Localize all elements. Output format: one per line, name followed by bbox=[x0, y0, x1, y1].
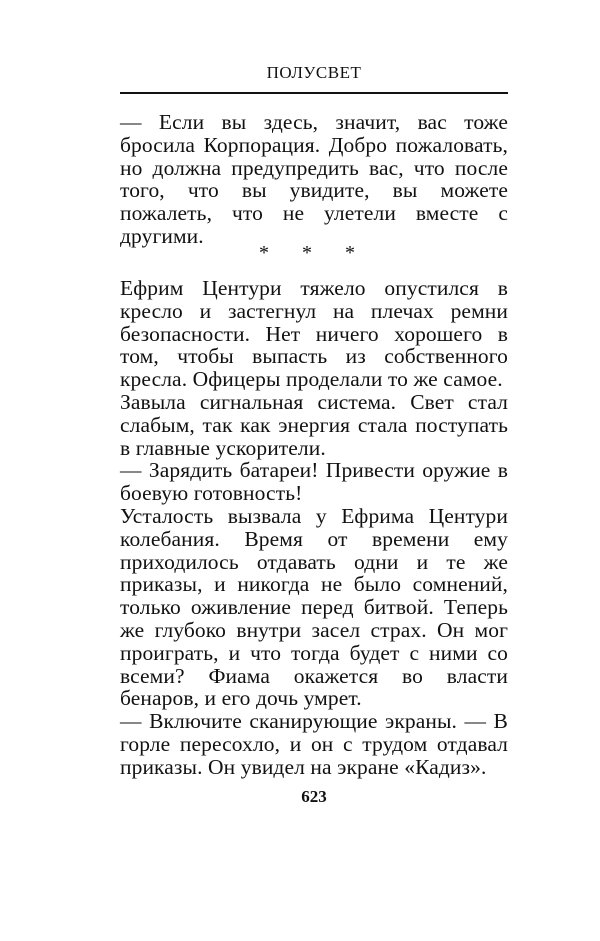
paragraph-4: — Зарядить батареи! Привести оружие в боевую готовность! bbox=[120, 458, 508, 506]
paragraph-1: — Если вы здесь, значит, вас тоже бросила Корпорация. Добро пожаловать, но должна предупредить вас, что после того, что вы увидите, вы можете пожалеть, что не улетели вместе с другими. bbox=[120, 110, 508, 248]
text-block-top bbox=[120, 111, 508, 248]
paragraph-3: Завыла сигнальная система. Свет стал слабым, так как энергия стала поступать в главные ускорители. bbox=[120, 389, 508, 460]
paragraph-5: Усталость вызвала у Ефрима Центури колебания. Время от времени ему приходилось отдавать одни и те же приказы, и никогда не было сомнений, только оживление перед битвой. Теперь же глубоко внутри засел страх. Он мог проиграть, и что тогда будет с ними со всеми? Фиама окажется во власти бенаров, и его дочь умрет. bbox=[120, 503, 508, 711]
header-rule bbox=[120, 92, 508, 94]
paragraph-2: Ефрим Центури тяжело опустился в кресло и застегнул на плечах ремни безопасности. Нет ничего хорошего в том, чтобы выпасть из собственного кресла. Офицеры проделали то же самое. bbox=[120, 276, 508, 392]
text-block-main bbox=[120, 277, 508, 779]
paragraph-6: — Включите сканирующие экраны. — В горле пересохло, и он с трудом отдавал приказы. Он увидел на экране «Кадиз». bbox=[120, 709, 508, 779]
section-separator: * * * bbox=[259, 242, 369, 264]
page-number: 623 bbox=[301, 787, 327, 806]
running-header: ПОЛУСВЕТ bbox=[266, 63, 362, 82]
